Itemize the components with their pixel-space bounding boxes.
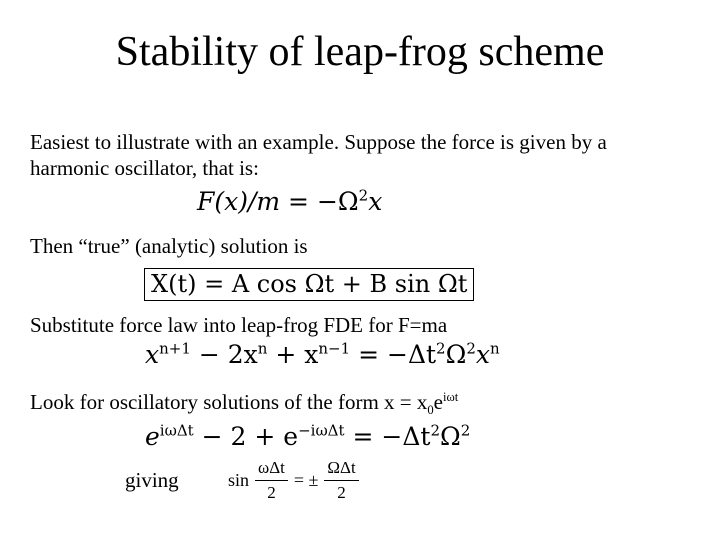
- result-fraction-2: [324, 458, 358, 503]
- result-equation: [228, 458, 359, 503]
- osc-term: − 2 + e: [193, 422, 299, 451]
- force-equation: [197, 187, 382, 216]
- force-equals: =: [288, 187, 309, 216]
- result-sin: sin: [228, 470, 250, 490]
- osc-sup: iωΔt: [159, 421, 194, 440]
- fde-sup: 2: [436, 339, 446, 358]
- look-e: e: [433, 390, 443, 414]
- oscillation-equation: [145, 422, 470, 451]
- fde-sup: n−1: [318, 339, 351, 358]
- look-sup: iωt: [443, 390, 459, 404]
- osc-sup: 2: [430, 421, 440, 440]
- fde-term: + x: [267, 340, 319, 369]
- fde-term: Ω: [445, 340, 467, 369]
- look-text-main: Look for oscillatory solutions of the form x = x: [30, 390, 428, 414]
- fde-sup: 2: [466, 339, 476, 358]
- fde-sup: n+1: [159, 339, 191, 358]
- force-lhs: F(x)/m: [197, 187, 281, 216]
- force-rhs: −Ω: [316, 187, 359, 216]
- fde-term: x: [475, 340, 490, 369]
- osc-term: = −Δt: [344, 422, 431, 451]
- page-title: Stability of leap-frog scheme: [115, 29, 605, 75]
- fde-term: x: [145, 340, 160, 369]
- osc-sup: −iωΔt: [298, 421, 345, 440]
- fde-sup: n: [257, 339, 268, 358]
- result-num-1: ωΔt: [255, 458, 288, 481]
- osc-term: Ω: [439, 422, 461, 451]
- look-sub: 0: [427, 403, 434, 418]
- giving-text: giving: [125, 468, 179, 492]
- analytic-equation: X(t) = A cos Ωt + B sin Ωt: [144, 268, 474, 301]
- intro-line-1: Easiest to illustrate with an example. Suppose the force is given by a: [30, 130, 607, 154]
- osc-sup: 2: [460, 421, 471, 440]
- look-text: [30, 390, 459, 418]
- intro-line-2: harmonic oscillator, that is:: [30, 156, 259, 180]
- osc-term: e: [145, 422, 160, 451]
- fde-equation: [145, 340, 500, 369]
- force-exponent: 2: [358, 186, 369, 205]
- result-den-1: 2: [267, 483, 276, 502]
- analytic-text: Then “true” (analytic) solution is: [30, 234, 308, 258]
- force-var: x: [368, 187, 383, 216]
- fde-sup: n: [489, 339, 500, 358]
- fde-term: = −Δt: [350, 340, 437, 369]
- result-num-2: ΩΔt: [324, 458, 358, 481]
- result-fraction-1: [255, 458, 288, 503]
- result-den-2: 2: [337, 483, 346, 502]
- result-equals: = ±: [293, 470, 319, 490]
- substitute-text: Substitute force law into leap-frog FDE for F=ma: [30, 313, 448, 337]
- fde-term: − 2x: [190, 340, 258, 369]
